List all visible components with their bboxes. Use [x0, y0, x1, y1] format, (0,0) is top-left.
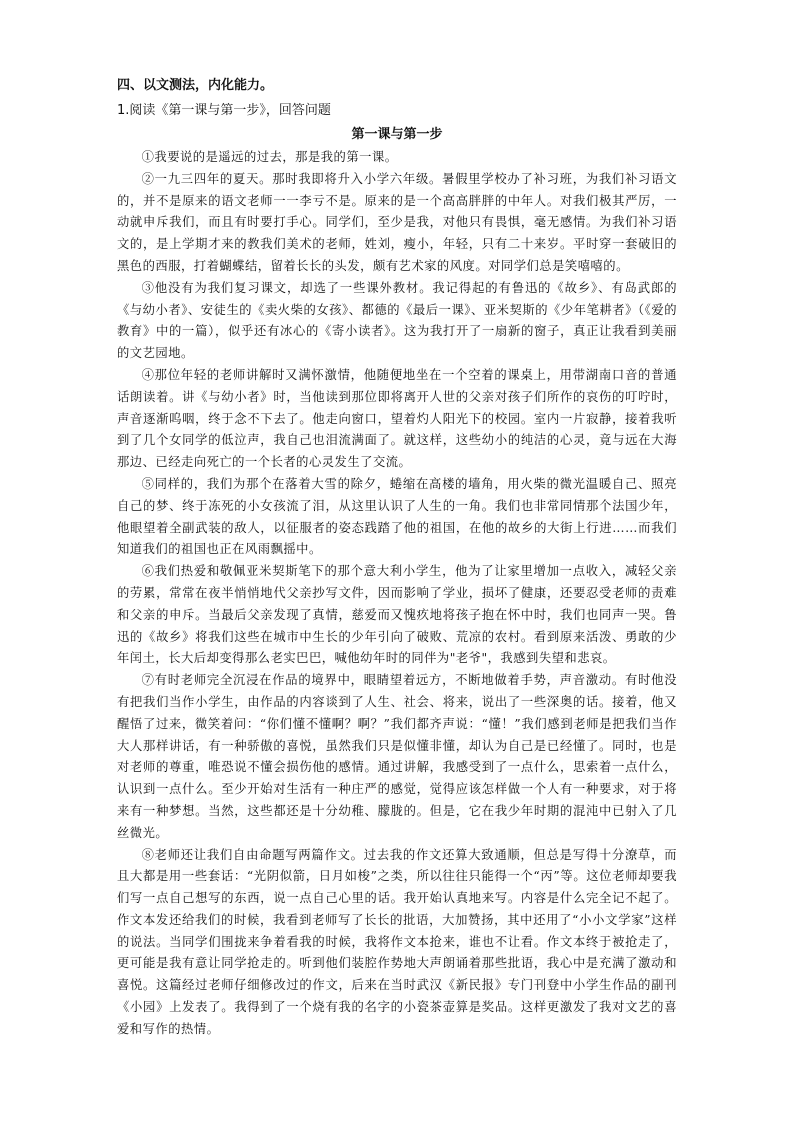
paragraph-3: ③他没有为我们复习课文，却选了一些课外教材。我记得起的有鲁迅的《故乡》、有岛武郎的《与幼小者》、安徒生的《卖火柴的女孩》、都德的《最后一课》、亚米契斯的《少年笔耕者》（《爱的教育》中的一篇），似乎还有冰心的《寄小读者》。这为我打开了一扇新的窗子，真正让我看到美丽的文艺园地。 — [117, 280, 677, 361]
paragraph-6: ⑥我们热爱和敬佩亚米契斯笔下的那个意大利小学生，他为了让家里增加一点收入，减轻父亲的劳累，常常在夜半悄悄地代父亲抄写文件，因而影响了学业，损坏了健康，还要忍受老师的责难和父亲的申斥。当最后父亲发现了真情，慈爱而又愧疚地将孩子抱在怀中时，我们也同声一哭。鲁迅的《故乡》将我们这些在城市中生长的少年引向了破败、荒凉的农村。看到原来活泼、勇敢的少年闰土，长大后却变得那么老实巴巴，喊他幼年时的同伴为"老爷"，我感到失望和悲哀。 — [117, 564, 677, 666]
paragraph-8: ⑧老师还让我们自由命题写两篇作文。过去我的作文还算大致通顺，但总是写得十分潦草，而且大都是用一些套话：“光阴似箭，日月如梭”之类，所以往往只能得一个“丙”等。这位老师却要我们写一点自己想写的东西，说一点自己心里的话。我开始认真地来写。内容是什么完全记不起了。作文本发还给我们的时候，我看到老师写了长长的批语，大加赞扬，其中还用了“小小文学家”这样的说法。当同学们围拢来争着看我的时候，我将作文本抢来，谁也不让看。作文本终于被抢走了，更可能是我有意让同学抢走的。听到他们装腔作势地大声朗诵着那些批语，我心中是充满了激动和喜悦。这篇经过老师仔细修改过的作文，后来在当时武汉《新民报》专门刊登中小学生作品的副刊《小园》上发表了。我得到了一个烧有我的名字的小瓷茶壶算是奖品。这样更激发了我对文艺的喜爱和写作的热情。 — [117, 847, 677, 1036]
paragraph-2: ②一九三四年的夏天。那时我即将升入小学六年级。暑假里学校办了补习班，为我们补习语文的，并不是原来的语文老师一一李亏不是。原来的是一个高高胖胖的中年人。对我们极其严厉，一动就申斥我们，而且有时要打手心。同学们，至少是我，对他只有畏惧，毫无感情。为我们补习语文的，是上学期才来的教我们美术的老师，姓刘，瘦小，年轻，只有二十来岁。平时穿一套破旧的黑色的西服，打着蝴蝶结，留着长长的头发，颇有艺术家的风度。对同学们总是笑嘻嘻的。 — [117, 171, 677, 273]
section-heading: 四、以文测法，内化能力。 — [117, 78, 274, 93]
paragraph-4: ④那位年轻的老师讲解时又满怀激情，他随便地坐在一个空着的课桌上，用带湖南口音的普通话朗读着。讲《与幼小者》时，当他读到那位即将离开人世的父亲对孩子们所作的哀伤的叮咛时，声音逐渐呜咽，终于念不下去了。他走向窗口，望着灼人阳光下的校园。室内一片寂静，接着我听到了几个女同学的低泣声，我自己也泪流满面了。就这样，这些幼小的纯洁的心灵，竟与远在大海那边、已经走向死亡的一个长者的心灵发生了交流。 — [117, 367, 677, 470]
paragraph-7: ⑦有时老师完全沉浸在作品的境界中，眼睛望着远方，不断地做着手势，声音激动。有时他没有把我们当作小学生，由作品的内容谈到了人生、社会、将来，说出了一些深奥的话。接着，他又醒悟了过来，微笑着问：“你们懂不懂啊？啊？”我们都齐声说：“懂！”我们感到老师是把我们当作大人那样讲话，有一种骄傲的喜悦，虽然我们只是似懂非懂，却认为自己是已经懂了。同时，也是对老师的尊重，唯恐说不懂会损伤他的感情。通过讲解，我感受到了一点什么，思索着一点什么，认识到一点什么。至少开始对生活有一种庄严的感觉，觉得应该怎样做一个人有一种要求，对于将来有一种梦想。当然，这些都还是十分幼稚、朦胧的。但是，它在我少年时期的混沌中已射入了几丝微光。 — [117, 673, 677, 840]
question-prompt: 1.阅读《第一课与第一步》，回答问题 — [117, 103, 331, 118]
article-title: 第一课与第一步 — [351, 127, 443, 142]
paragraph-1: ①我要说的是遥远的过去，那是我的第一课。 — [141, 150, 398, 164]
article-body — [117, 147, 677, 1041]
paragraph-5: ⑤同样的，我们为那个在落着大雪的除夕，蜷缩在高楼的墙角，用火柴的微光温暖自己、照亮自己的梦、终于冻死的小女孩流了泪，从这里认识了人生的一角。我们也非常同情那个法国少年，他眼望着全副武装的敌人，以征服者的姿态践踏了他的祖国，在他的故乡的大街上行进……而我们知道我们的祖国也正在风雨飘摇中。 — [117, 476, 677, 557]
